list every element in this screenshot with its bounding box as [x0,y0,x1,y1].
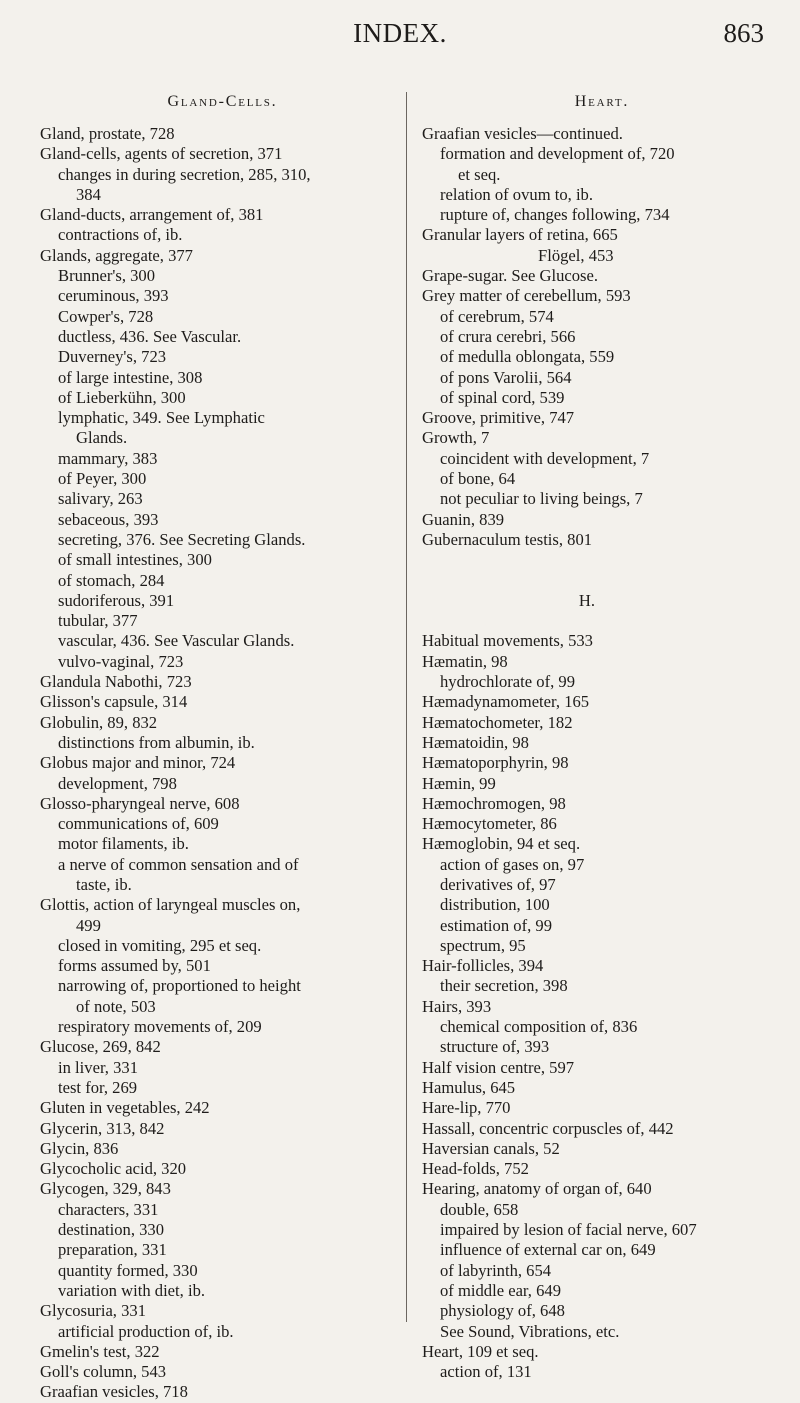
index-subentry: tubular, 377 [58,611,138,631]
index-subentry: changes in during secretion, 285, 310, [58,164,311,184]
index-subentry: test for, 269 [58,1077,138,1097]
index-subentry: Glands. [76,428,128,448]
index-subentry: distinctions from albumin, ib. [58,732,255,752]
index-subentry: of bone, 64 [440,469,516,489]
index-subentry: secreting, 376. See Secreting Glands. [58,529,306,549]
right-column [422,90,782,1382]
page-header [0,18,800,58]
index-subentry: a nerve of common sensation and of [58,854,299,874]
index-subentry: Brunner's, 300 [58,266,156,286]
index-entry: Grape-sugar. See Glucose. [422,266,599,286]
index-entry: Glucose, 269, 842 [40,1037,161,1057]
index-subentry: of medulla oblongata, 559 [440,347,615,367]
index-entry: Granular layers of retina, 665 [422,225,618,245]
index-subentry: chemical composition of, 836 [440,1017,638,1037]
index-entry: Glycocholic acid, 320 [40,1159,187,1179]
index-entry: Hæmin, 99 [422,773,496,793]
index-entry: Hæmatin, 98 [422,651,508,671]
index-entry: Globulin, 89, 832 [40,712,158,732]
index-subentry: See Sound, Vibrations, etc. [440,1321,620,1341]
index-subentry: their secretion, 398 [440,976,568,996]
index-subentry: ductless, 436. See Vascular. [58,326,242,346]
index-subentry: salivary, 263 [58,489,143,509]
index-entry: Gubernaculum testis, 801 [422,529,593,549]
left-column-heading: Gland-Cells. [167,93,278,110]
index-subentry: of stomach, 284 [58,570,165,590]
index-entry: Gmelin's test, 322 [40,1341,160,1361]
index-entry: Growth, 7 [422,428,490,448]
index-entry: Hare-lip, 770 [422,1098,511,1118]
index-subentry: of large intestine, 308 [58,367,203,387]
index-entry: Half vision centre, 597 [422,1057,575,1077]
index-subentry: variation with diet, ib. [58,1280,206,1300]
index-entry: Heart, 109 et seq. [422,1341,539,1361]
index-entry: Hair-follicles, 394 [422,956,544,976]
index-entry: Groove, primitive, 747 [422,408,575,428]
index-subentry: ceruminous, 393 [58,286,169,306]
index-subentry: motor filaments, ib. [58,834,189,854]
index-entry: Gluten in vegetables, 242 [40,1098,210,1118]
index-subentry: mammary, 383 [58,448,158,468]
index-subentry: physiology of, 648 [440,1301,565,1321]
index-entry: Glycogen, 329, 843 [40,1179,171,1199]
index-subentry: distribution, 100 [440,895,550,915]
index-subentry: forms assumed by, 501 [58,956,211,976]
index-entry: Graafian vesicles—continued. [422,124,623,143]
index-subentry: estimation of, 99 [440,915,552,935]
right-entry-list [422,124,782,1382]
index-subentry: taste, ib. [76,874,132,894]
index-subentry: structure of, 393 [440,1037,550,1057]
index-subentry: in liver, 331 [58,1057,138,1077]
index-subentry: respiratory movements of, 209 [58,1017,262,1037]
index-entry: Glandula Nabothi, 723 [40,672,192,692]
index-subentry: 384 [76,184,101,204]
index-entry: Hairs, 393 [422,996,492,1016]
right-column-heading: Heart. [574,93,630,110]
index-subentry: of small intestines, 300 [58,550,212,570]
index-entry: Gland-cells, agents of secretion, 371 [40,144,283,164]
index-subentry: hydrochlorate of, 99 [440,672,576,692]
index-entry: Gland-ducts, arrangement of, 381 [40,205,264,225]
index-subentry: preparation, 331 [58,1240,167,1260]
index-entry: Hæmoglobin, 94 et seq. [422,834,581,854]
index-subentry: quantity formed, 330 [58,1260,198,1280]
left-entry-list [40,124,405,1403]
index-subentry: relation of ovum to, ib. [440,184,594,204]
section-letter: H. [578,590,596,610]
blank-line [422,550,782,570]
index-entry: Glosso-pharyngeal nerve, 608 [40,793,240,813]
index-entry: Graafian vesicles, 718 [40,1382,188,1402]
index-subentry: closed in vomiting, 295 et seq. [58,935,262,955]
page-title: INDEX. [353,18,447,48]
index-subentry: not peculiar to living beings, 7 [440,489,643,509]
index-entry: Hæmochromogen, 98 [422,793,566,813]
index-subentry: communications of, 609 [58,814,219,834]
index-entry: Glands, aggregate, 377 [40,245,193,265]
index-entry: Glottis, action of laryngeal muscles on, [40,895,301,915]
index-subentry: 499 [76,915,101,935]
blank-line [422,571,782,591]
index-entry: Glycosuria, 331 [40,1301,146,1321]
index-subentry: contractions of, ib. [58,225,183,245]
left-column [40,90,405,1403]
index-subentry: vascular, 436. See Vascular Glands. [58,631,295,651]
index-entry: Head-folds, 752 [422,1159,529,1179]
index-entry: Hæmocytometer, 86 [422,814,557,834]
index-subentry: lymphatic, 349. See Lymphatic [58,408,265,428]
index-subentry: sebaceous, 393 [58,509,159,529]
index-subentry: artificial production of, ib. [58,1321,234,1341]
index-entry: Gland, prostate, 728 [40,124,175,143]
index-entry: Hæmatochometer, 182 [422,712,573,732]
index-subentry: Flögel, 453 [538,245,614,265]
index-entry: Hassall, concentric corpuscles of, 442 [422,1118,674,1138]
index-entry: Glycin, 836 [40,1138,119,1158]
index-entry: Hamulus, 645 [422,1077,516,1097]
index-entry: Habitual movements, 533 [422,631,593,651]
page-number: 863 [723,18,764,48]
index-entry: Hearing, anatomy of organ of, 640 [422,1179,652,1199]
index-subentry: of cerebrum, 574 [440,306,554,326]
index-subentry: action of, 131 [440,1362,532,1382]
index-subentry: spectrum, 95 [440,935,526,955]
index-subentry: derivatives of, 97 [440,874,556,894]
index-subentry: destination, 330 [58,1220,165,1240]
index-subentry: of pons Varolii, 564 [440,367,572,387]
index-subentry: sudoriferous, 391 [58,590,175,610]
index-subentry: influence of external car on, 649 [440,1240,656,1260]
index-subentry: narrowing of, proportioned to height [58,976,301,996]
blank-line [422,611,782,631]
index-entry: Hæmatoidin, 98 [422,732,529,752]
index-subentry: of note, 503 [76,996,156,1016]
index-entry: Hæmatoporphyrin, 98 [422,753,569,773]
index-subentry: development, 798 [58,773,177,793]
index-entry: Globus major and minor, 724 [40,753,236,773]
index-subentry: impaired by lesion of facial nerve, 607 [440,1220,697,1240]
index-subentry: characters, 331 [58,1199,159,1219]
index-entry: Haversian canals, 52 [422,1138,560,1158]
index-subentry: coincident with development, 7 [440,448,650,468]
index-subentry: vulvo-vaginal, 723 [58,651,184,671]
index-entry: Hæmadynamometer, 165 [422,692,590,712]
index-entry: Guanin, 839 [422,509,505,529]
index-subentry: double, 658 [440,1199,519,1219]
index-subentry: of middle ear, 649 [440,1280,561,1300]
index-entry: Grey matter of cerebellum, 593 [422,286,631,306]
index-subentry: of crura cerebri, 566 [440,326,576,346]
index-subentry: Duverney's, 723 [58,347,167,367]
index-subentry: of labyrinth, 654 [440,1260,552,1280]
index-subentry: of Lieberkühn, 300 [58,387,186,407]
index-entry: Goll's column, 543 [40,1362,167,1382]
index-subentry: formation and development of, 720 [440,144,675,164]
index-entry: Glisson's capsule, 314 [40,692,188,712]
index-subentry: of spinal cord, 539 [440,387,565,407]
column-divider [406,92,407,1322]
index-subentry: of Peyer, 300 [58,469,147,489]
index-subentry: et seq. [458,164,501,184]
index-subentry: action of gases on, 97 [440,854,585,874]
index-entry: Glycerin, 313, 842 [40,1118,165,1138]
index-subentry: rupture of, changes following, 734 [440,205,670,225]
index-subentry: Cowper's, 728 [58,306,154,326]
